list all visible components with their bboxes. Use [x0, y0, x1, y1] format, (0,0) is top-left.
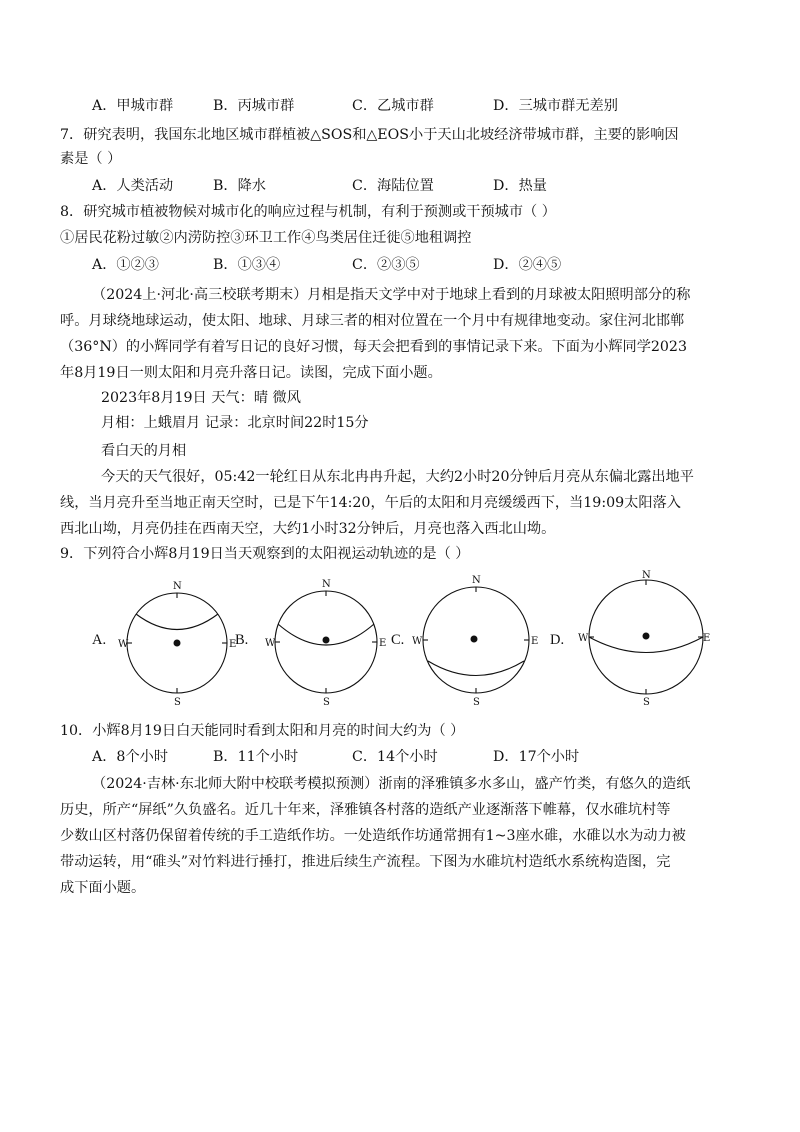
diagram-c-label-n: N: [472, 575, 481, 586]
diagram-d-label-w: W: [578, 633, 589, 644]
diagram-d-observer-dot: [643, 633, 650, 640]
diagram-a-label-n: N: [173, 581, 182, 592]
diagram-c-label-s: S: [473, 697, 480, 708]
diagram-b-label-s: S: [323, 697, 330, 708]
diagram-a-label-w: W: [118, 639, 129, 650]
q10-option-c: C．14个小时: [352, 749, 438, 765]
passage2-line: （2024·吉林·东北师大附中校联考模拟预测）浙南的泽雅镇多水多山，盛产竹类，有悠久的造纸: [92, 776, 691, 792]
q7-stem-line1: 7．研究表明，我国东北地区城市群植被△SOS和△EOS小于天山北坡经济带城市群，主要的影响因: [60, 127, 679, 143]
passage2-line: 带动运转，用“碓头”对竹料进行捶打，推进后续生产流程。下图为水碓坑村造纸水系统构造图，完: [60, 854, 671, 870]
diagram-b-label-n: N: [322, 579, 331, 590]
diagram-c-observer-dot: [471, 636, 478, 643]
diary-header-phase: 月相：上蛾眉月 记录：北京时间22时15分: [101, 415, 369, 431]
passage1-line: 年8月19日一则太阳和月亮升落日记。读图，完成下面小题。: [60, 365, 442, 381]
diary-body-line: 西北山坳，月亮仍挂在西南天空，大约1小时32分钟后，月亮也落入西北山坳。: [60, 521, 556, 537]
passage2-line: 少数山区村落仍保留着传统的手工造纸作坊。一处造纸作坊通常拥有1~3座水碓，水碓以水为动力被: [60, 828, 686, 844]
diagram-d-label-n: N: [642, 570, 651, 581]
diagram-a-label-s: S: [174, 697, 181, 708]
q8-stem: 8．研究城市植被物候对城市化的响应过程与机制，有利于预测或干预城市（ ）: [60, 204, 556, 220]
passage1-line: （2024上·河北·高三校联考期末）月相是指天文学中对于地球上看到的月球被太阳照明部分的称: [92, 287, 691, 303]
q8-option-c: C．②③⑤: [352, 257, 420, 273]
q10-option-a: A．8个小时: [92, 749, 169, 765]
diary-body-line: 线，当月亮升至当地正南天空时，已是下午14:20，午后的太阳和月亮缓缓西下，当19:09太阳落入: [60, 495, 681, 511]
diary-title: 看白天的月相: [101, 443, 187, 459]
passage1-line: （36°N）的小辉同学有着写日记的良好习惯，每天会把看到的事情记录下来。下面为小辉同学2023: [60, 339, 687, 355]
q10-option-d: D．17个小时: [493, 749, 580, 765]
diagram-a-observer-dot: [174, 640, 181, 647]
q7-option-c: C．海陆位置: [352, 178, 434, 194]
q6-option-b: B．丙城市群: [213, 98, 295, 114]
q8-choices-list: ①居民花粉过敏②内涝防控③环卫工作④鸟类居住迁徙⑤地租调控: [60, 230, 472, 246]
q7-option-a: A．人类活动: [92, 178, 174, 194]
q8-option-d: D．②④⑤: [493, 257, 562, 273]
diagram-letter-c: C.: [391, 632, 405, 648]
diagram-a-label-e: E: [229, 639, 237, 650]
diagram-b-observer-dot: [323, 637, 330, 644]
q9-stem: 9．下列符合小辉8月19日当天观察到的太阳视运动轨迹的是（ ）: [60, 546, 470, 562]
diagram-c-label-e: E: [531, 636, 539, 647]
q7-option-b: B．降水: [213, 178, 266, 194]
diary-header-date: 2023年8月19日 天气：晴 微风: [101, 390, 301, 406]
diagram-c-label-w: W: [412, 636, 423, 647]
q6-option-d: D．三城市群无差别: [493, 98, 618, 114]
diagram-letter-b: B.: [235, 632, 249, 648]
q10-option-b: B．11个小时: [213, 749, 299, 765]
diary-body-line: 今天的天气很好，05:42一轮红日从东北冉冉升起，大约2小时20分钟后月亮从东偏北露出地平: [101, 469, 694, 485]
diagram-b-label-e: E: [379, 638, 387, 649]
diagram-letter-d: D.: [550, 632, 565, 648]
q7-stem-line2: 素是（ ）: [60, 151, 122, 167]
passage1-line: 呼。月球绕地球运动，使太阳、地球、月球三者的相对位置在一个月中有规律地变动。家住河北邯郸: [60, 313, 685, 329]
q8-option-b: B．①③④: [213, 257, 281, 273]
q7-option-d: D．热量: [493, 178, 547, 194]
diagram-d-label-s: S: [643, 697, 650, 708]
diagram-d-label-e: E: [703, 633, 711, 644]
q10-stem: 10．小辉8月19日白天能同时看到太阳和月亮的时间大约为（ ）: [60, 723, 465, 739]
q8-option-a: A．①②③: [92, 257, 159, 273]
diagram-b-label-w: W: [265, 638, 276, 649]
passage2-line: 成下面小题。: [60, 880, 146, 896]
diagram-letter-a: A.: [92, 632, 107, 648]
q6-option-c: C．乙城市群: [352, 98, 434, 114]
q6-option-a: A．甲城市群: [92, 98, 174, 114]
passage2-line: 历史，所产“屏纸”久负盛名。近几十年来，泽雅镇各村落的造纸产业逐渐落下帷幕，仅水碓坑村等: [60, 802, 671, 818]
